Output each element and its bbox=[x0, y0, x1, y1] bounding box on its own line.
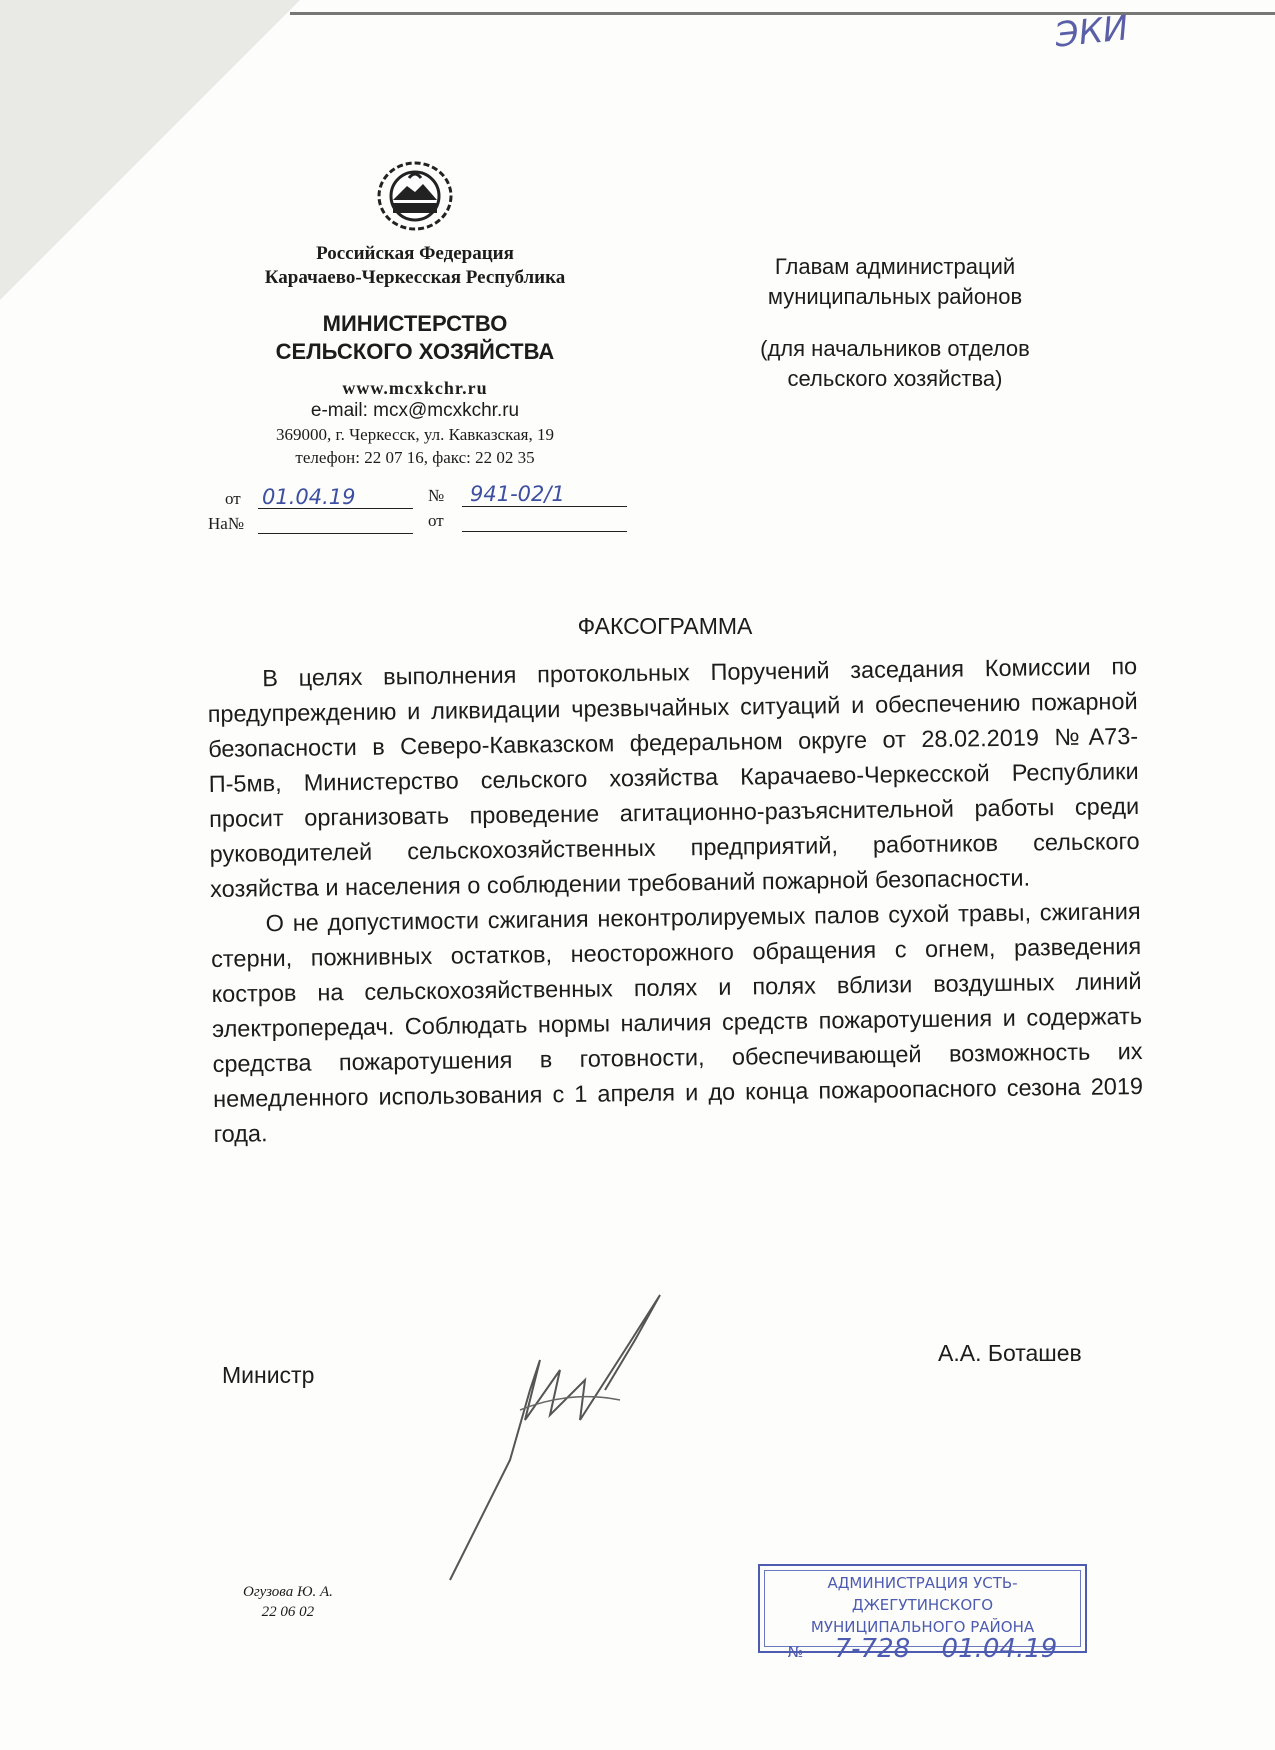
stamp-number-value: 7-728 bbox=[834, 1634, 911, 1664]
republic-emblem-icon bbox=[375, 160, 455, 232]
letterhead-org-line2: СЕЛЬСКОГО ХОЗЯЙСТВА bbox=[275, 339, 555, 364]
document-body bbox=[207, 649, 1144, 1152]
incoming-stamp bbox=[758, 1564, 1087, 1664]
reg-ref-label: На№ bbox=[208, 514, 245, 533]
reg-ref-line bbox=[258, 533, 413, 534]
reg-number-line bbox=[462, 506, 627, 507]
letterhead-republic: Карачаево-Черкесская Республика bbox=[264, 267, 566, 288]
body-paragraph-2: О не допустимости сжигания неконтролируемых палов сухой травы, сжигания стерни, пожнивных остатков, неосторожного обращения с огнем, разведения костров на сельскохозяйственных полях и полях вблизи воздушных линий электропередач. Соблюдать нормы наличия средств пожаротушения и содержать средства пожаротушения в готовности, обеспечивающей возможность их немедленного использования с 1 апреля и до конца пожароопасного сезона 2019 года. bbox=[210, 897, 1144, 1147]
reg-from-date: 01.04.19 bbox=[262, 485, 356, 509]
executor-phone: 22 06 02 bbox=[261, 1604, 315, 1620]
stamp-date-value: 01.04.19 bbox=[941, 1634, 1058, 1664]
letterhead-website: www.mcxkchr.ru bbox=[342, 378, 488, 398]
reg-from-label: от bbox=[225, 489, 241, 508]
addressee-block bbox=[715, 252, 1075, 394]
letterhead-email: e-mail: mcx@mcxkchr.ru bbox=[310, 400, 520, 421]
executor-name: Огузова Ю. А. bbox=[243, 1584, 333, 1600]
document-title: ФАКСОГРАММА bbox=[577, 613, 753, 639]
signature-icon bbox=[420, 1270, 720, 1590]
letterhead-phone: телефон: 22 07 16, факс: 22 02 35 bbox=[295, 448, 535, 467]
body-paragraph-1: В целях выполнения протокольных Поручений заседания Комиссии по предупреждению и ликвидации чрезвычайных ситуаций и обеспечению пожарной безопасности в Северо-Кавказском федеральном округе от 28.02.2019 №А73-П-5мв, Министерство сельского хозяйства Карачаево-Черкесской Республики просит организовать проведение агитационно-разъяснительной работы среди руководителей сельскохозяйственных предприятий, работников сельского хозяйства и населения о соблюдении требований пожарной безопасности. bbox=[207, 653, 1140, 902]
reg-number-value: 941-02/1 bbox=[470, 482, 565, 506]
reg-number-label: № bbox=[428, 486, 445, 505]
stamp-number-label: № bbox=[787, 1643, 804, 1661]
scan-top-edge bbox=[290, 12, 1275, 15]
letterhead bbox=[190, 160, 640, 469]
handwritten-corner-note: ЭКИ bbox=[1053, 8, 1131, 56]
reg-ref-from-label: от bbox=[428, 511, 444, 530]
signer-position: Министр bbox=[222, 1362, 315, 1388]
letterhead-country: Российская Федерация bbox=[316, 243, 514, 264]
stamp-line1: АДМИНИСТРАЦИЯ УСТЬ-ДЖЕГУТИНСКОГО bbox=[827, 1574, 1018, 1614]
addressee-line4: сельского хозяйства) bbox=[787, 366, 1003, 391]
reg-ref-from-line bbox=[462, 531, 627, 532]
signer-name: А.А. Боташев bbox=[938, 1340, 1082, 1366]
letterhead-org-line1: МИНИСТЕРСТВО bbox=[322, 311, 508, 336]
executor-block bbox=[243, 1582, 333, 1622]
addressee-line3: (для начальников отделов bbox=[760, 336, 1030, 361]
letterhead-address: 369000, г. Черкесск, ул. Кавказская, 19 bbox=[276, 425, 554, 444]
addressee-line2: муниципальных районов bbox=[767, 284, 1023, 309]
stamp-line2: МУНИЦИПАЛЬНОГО РАЙОНА bbox=[810, 1618, 1035, 1636]
addressee-line1: Главам администраций bbox=[774, 254, 1016, 279]
